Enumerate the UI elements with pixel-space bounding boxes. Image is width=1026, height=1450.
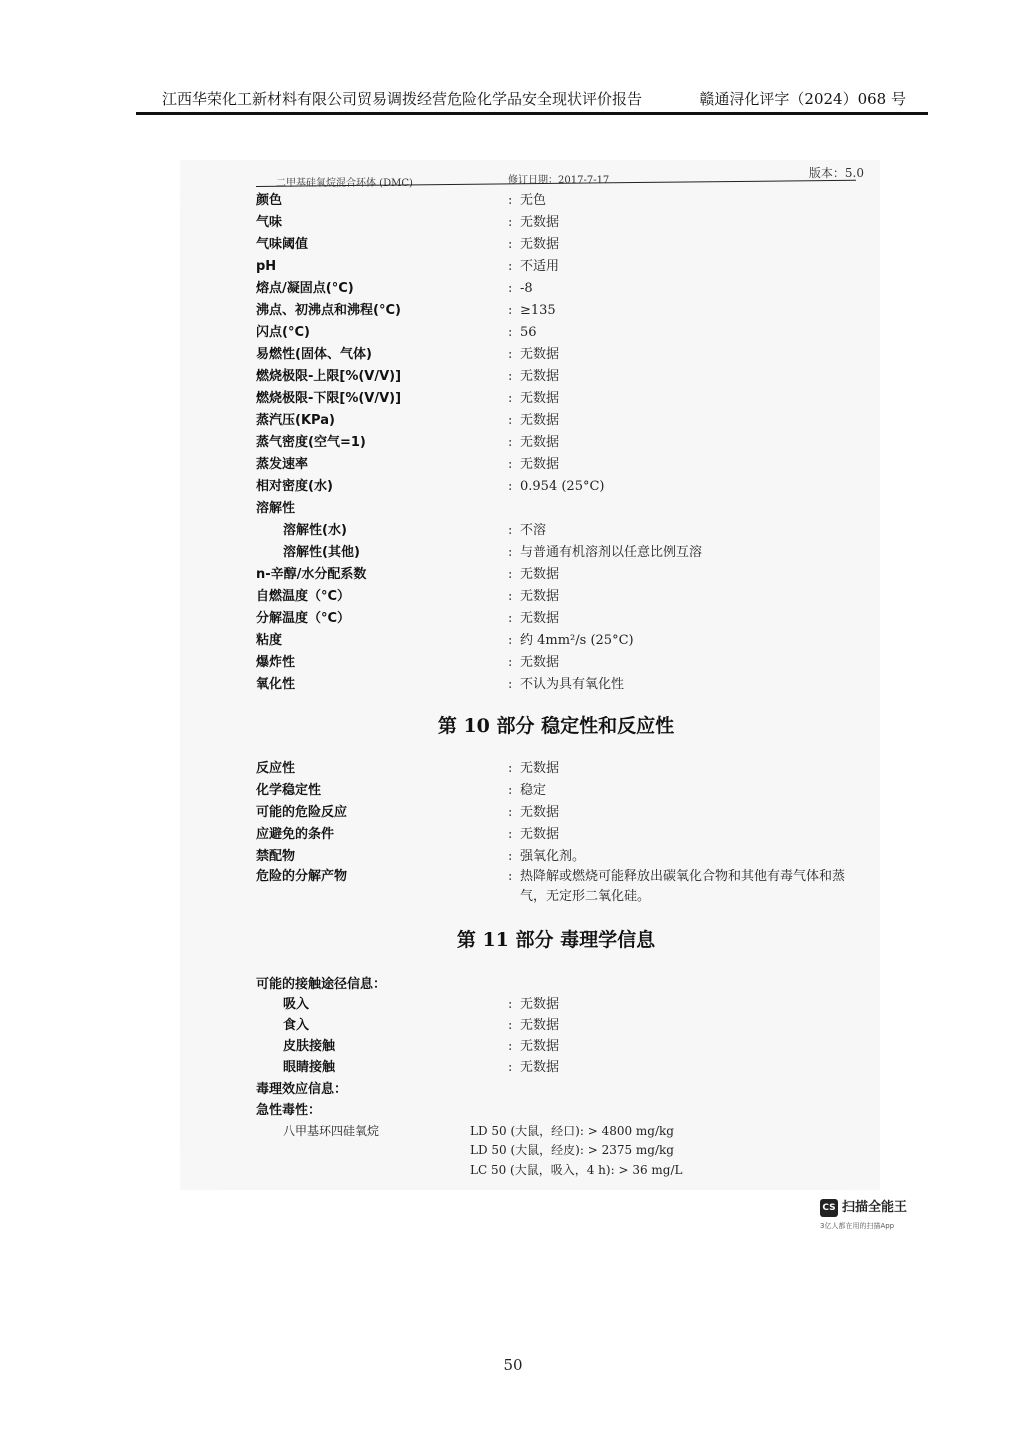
sds-document-bar xyxy=(256,168,864,188)
property-value: 无数据 xyxy=(520,655,560,670)
property-value: 无数据 xyxy=(520,997,560,1012)
property-row: 自燃温度（°C） : 无数据 xyxy=(256,587,876,609)
property-row: 溶解性(其他) : 与普通有机溶剂以任意比例互溶 xyxy=(256,543,876,565)
toxicity-value: LD 50 (大鼠，经皮): > 2375 mg/kg xyxy=(470,1143,674,1157)
property-label: 眼睛接触 xyxy=(283,1060,336,1075)
property-value: 与普通有机溶剂以任意比例互溶 xyxy=(520,545,703,560)
toxicity-value: LD 50 (大鼠，经口): > 4800 mg/kg xyxy=(470,1124,674,1138)
property-label: 蒸汽压(KPa) xyxy=(256,413,335,428)
property-label: 应避免的条件 xyxy=(256,827,335,842)
toxicity-value: LC 50 (大鼠，吸入，4 h): > 36 mg/L xyxy=(470,1163,683,1177)
property-value: 无数据 xyxy=(520,347,560,362)
property-row: 眼睛接触 : 无数据 xyxy=(256,1058,876,1080)
property-label: 气味阈值 xyxy=(256,237,309,252)
property-value: 无数据 xyxy=(520,1039,560,1054)
product-name: 二甲基硅氧烷混合环体 (DMC) xyxy=(276,178,413,189)
property-row: 闪点(°C) : 56 xyxy=(256,323,876,345)
property-row: 爆炸性 : 无数据 xyxy=(256,653,876,675)
property-value: 无数据 xyxy=(520,567,560,582)
property-row: 禁配物 : 强氧化剂。 xyxy=(256,847,876,869)
property-label: n-辛醇/水分配系数 xyxy=(256,567,367,582)
property-value: 无数据 xyxy=(520,805,560,820)
property-label: 相对密度(水) xyxy=(256,479,333,494)
property-label: 皮肤接触 xyxy=(283,1039,336,1054)
exposure-heading-row xyxy=(256,975,876,997)
property-row: 反应性 : 无数据 xyxy=(256,759,876,781)
report-title: 江西华荣化工新材料有限公司贸易调拨经营危险化学品安全现状评价报告 xyxy=(162,90,643,108)
property-value: 无数据 xyxy=(520,369,560,384)
property-label: 闪点(°C) xyxy=(256,325,310,340)
property-row: n-辛醇/水分配系数 : 无数据 xyxy=(256,565,876,587)
camscanner-logo-icon: CS xyxy=(820,1199,838,1217)
property-label: pH xyxy=(256,259,277,274)
property-label: 燃烧极限-上限[%(V/V)] xyxy=(256,369,402,384)
toxicity-row xyxy=(256,1161,876,1183)
property-label: 蒸发速率 xyxy=(256,457,309,472)
property-label: 可能的危险反应 xyxy=(256,805,348,820)
property-row: 蒸气密度(空气=1) : 无数据 xyxy=(256,433,876,455)
property-value: 无数据 xyxy=(520,827,560,842)
property-label: 爆炸性 xyxy=(256,655,296,670)
property-row: pH : 不适用 xyxy=(256,257,876,279)
property-row: 易燃性(固体、气体) : 无数据 xyxy=(256,345,876,367)
property-value: 稳定 xyxy=(520,783,547,798)
property-label: 溶解性 xyxy=(256,501,296,516)
revision-date: 修订日期：2017-7-17 xyxy=(508,175,610,186)
property-value: 无数据 xyxy=(520,237,560,252)
property-value: 无色 xyxy=(520,193,547,208)
property-label: 燃烧极限-下限[%(V/V)] xyxy=(256,391,402,406)
acute-toxicity-heading: 急性毒性： xyxy=(256,1103,322,1118)
property-value: 无数据 xyxy=(520,1018,560,1033)
property-label: 分解温度（°C） xyxy=(256,611,351,626)
property-row: 相对密度(水) : 0.954 (25°C) xyxy=(256,477,876,499)
property-row: 食入 : 无数据 xyxy=(256,1016,876,1038)
version: 版本：5.0 xyxy=(808,166,864,180)
toxicity-row xyxy=(256,1141,876,1163)
property-label: 溶解性(水) xyxy=(283,523,347,538)
report-number: 赣通浔化评字（2024）068 号 xyxy=(699,90,906,108)
property-value: 无数据 xyxy=(520,589,560,604)
section-11-title: 第 11 部分 毒理学信息 xyxy=(456,929,656,951)
property-value: 不溶 xyxy=(520,523,547,538)
property-value: ≥135 xyxy=(520,303,556,318)
property-label: 危险的分解产物 xyxy=(256,869,348,884)
property-value: 无数据 xyxy=(520,611,560,626)
property-row: 溶解性(水) : 不溶 xyxy=(256,521,876,543)
property-label: 蒸气密度(空气=1) xyxy=(256,435,366,450)
property-label: 食入 xyxy=(283,1018,310,1033)
property-label: 禁配物 xyxy=(256,849,296,864)
property-label: 熔点/凝固点(°C) xyxy=(256,281,354,296)
acute-heading-row xyxy=(256,1101,876,1123)
property-label: 气味 xyxy=(256,215,283,230)
property-row xyxy=(256,499,876,521)
property-label: 吸入 xyxy=(283,997,310,1012)
section-10-title: 第 10 部分 稳定性和反应性 xyxy=(437,715,675,737)
property-row: 皮肤接触 : 无数据 xyxy=(256,1037,876,1059)
property-label: 颜色 xyxy=(256,193,283,208)
property-label: 沸点、初沸点和沸程(°C) xyxy=(256,303,401,318)
exposure-heading: 可能的接触途径信息： xyxy=(256,977,387,992)
property-row: 燃烧极限-下限[%(V/V)] : 无数据 xyxy=(256,389,876,411)
property-label: 自燃温度（°C） xyxy=(256,589,351,604)
property-value: 强氧化剂。 xyxy=(520,849,586,864)
property-row: 应避免的条件 : 无数据 xyxy=(256,825,876,847)
property-value: 热降解或燃烧可能释放出碳氧化合物和其他有毒气体和蒸 xyxy=(520,869,846,884)
property-row: 蒸发速率 : 无数据 xyxy=(256,455,876,477)
property-row: 燃烧极限-上限[%(V/V)] : 无数据 xyxy=(256,367,876,389)
page-number: 50 xyxy=(503,1356,523,1374)
property-label: 粘度 xyxy=(256,633,283,648)
property-label: 溶解性(其他) xyxy=(283,545,360,560)
property-label: 易燃性(固体、气体) xyxy=(256,347,372,362)
property-row: 熔点/凝固点(°C) : -8 xyxy=(256,279,876,301)
property-row: 颜色 : 无色 xyxy=(256,191,876,213)
property-value: -8 xyxy=(520,281,533,296)
property-value: 56 xyxy=(520,325,537,340)
property-row: 气味阈值 : 无数据 xyxy=(256,235,876,257)
property-label: 反应性 xyxy=(256,761,296,776)
property-value: 无数据 xyxy=(520,457,560,472)
property-value-continuation: 气，无定形二氧化硅。 xyxy=(520,889,651,904)
property-row: 粘度 : 约 4mm²/s (25°C) xyxy=(256,631,876,653)
property-row: 沸点、初沸点和沸程(°C) : ≥135 xyxy=(256,301,876,323)
property-label: 化学稳定性 xyxy=(256,783,322,798)
scanner-watermark xyxy=(820,1199,930,1239)
property-row: 吸入 : 无数据 xyxy=(256,995,876,1017)
property-value: 不适用 xyxy=(520,259,560,274)
effects-heading-row xyxy=(256,1080,876,1102)
property-value: 无数据 xyxy=(520,435,560,450)
property-row: 气味 : 无数据 xyxy=(256,213,876,235)
property-value: 0.954 (25°C) xyxy=(520,479,605,494)
property-label: 氧化性 xyxy=(256,677,296,692)
scanner-app-name: 扫描全能王 xyxy=(842,1200,908,1215)
property-row: 危险的分解产物 : 热降解或燃烧可能释放出碳氧化合物和其他有毒气体和蒸 xyxy=(256,867,876,889)
property-row: 分解温度（°C） : 无数据 xyxy=(256,609,876,631)
property-value: 无数据 xyxy=(520,413,560,428)
scanner-tagline: 3亿人都在用的扫描App xyxy=(820,1222,895,1230)
property-value: 不认为具有氧化性 xyxy=(520,677,625,692)
property-row: 蒸汽压(KPa) : 无数据 xyxy=(256,411,876,433)
property-value: 无数据 xyxy=(520,1060,560,1075)
property-value: 约 4mm²/s (25°C) xyxy=(520,633,634,648)
property-value: 无数据 xyxy=(520,215,560,230)
property-row-continuation xyxy=(256,887,876,909)
effects-heading: 毒理效应信息： xyxy=(256,1082,348,1097)
property-row: 化学稳定性 : 稳定 xyxy=(256,781,876,803)
property-row: 氧化性 : 不认为具有氧化性 xyxy=(256,675,876,697)
substance-name: 八甲基环四硅氧烷 xyxy=(283,1124,380,1138)
property-row: 可能的危险反应 : 无数据 xyxy=(256,803,876,825)
property-value: 无数据 xyxy=(520,391,560,406)
report-header xyxy=(136,88,928,115)
property-value: 无数据 xyxy=(520,761,560,776)
